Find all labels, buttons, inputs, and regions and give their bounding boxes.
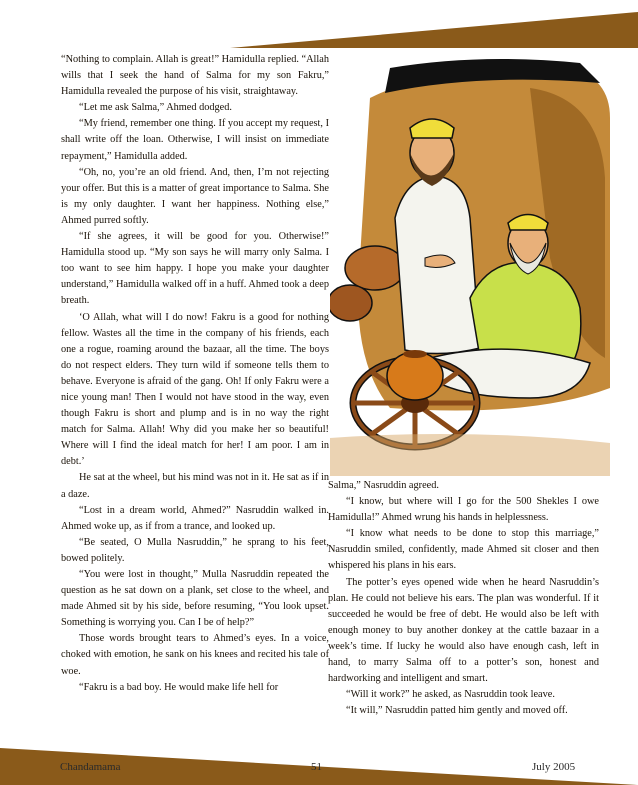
footer-issue-date: July 2005: [532, 761, 576, 773]
paragraph: “I know, but where will I go for the 500 Shekles I owe Hamidulla!” Ahmed wrung his hands in helplessness.: [328, 496, 599, 524]
paragraph: “You were lost in thought,” Mulla Nasruddin repeated the question as he sat down on a plank, set close to the wheel, and made Ahmed sit by his side, before resuming, “You look upset. Something is worrying you. Can I be of help?”: [61, 569, 329, 629]
paragraph: “Nothing to complain. Allah is great!” Hamidulla replied. “Allah wills that I seek the hand of Salma for my son Fakru,” Hamidulla revealed the purpose of his visit, straightaway.: [61, 54, 329, 98]
paragraph: “Let me ask Salma,” Ahmed dodged.: [79, 102, 232, 114]
paragraph: “Will it work?” he asked, as Nasruddin took leave.: [346, 689, 555, 701]
paragraph: “Oh, no, you’re an old friend. And, then, I’m not rejecting your offer. But this is a matter of great importance to Salma. She is my only daughter. I want her happiness. Nothing else,” Ahmed purred softly.: [61, 166, 329, 226]
paragraph: The potter’s eyes opened wide when he heard Nasruddin’s plan. He could not believe his ears. The plan was wonderful. If it succeeded he would be free of debt. He would also be left with enough money to buy another donkey at the cattle bazaar in a week’s time. If lucky he would also have enough cash, left in hand, to marry Salma off to a potter’s son, honest and hardworking and intelligent and smart.: [328, 576, 599, 685]
paragraph: Those words brought tears to Ahmed’s eyes. In a voice, choked with emotion, he sank on his knees and recited his tale of woe.: [61, 633, 329, 677]
paragraph: “If she agrees, it will be good for you. Otherwise!” Hamidulla stood up. “My son says he will marry only Salma. I too want to see him happy. I hope you make your daughter understand,” Hamidulla walked off in a huff. Ahmed took a deep breath.: [61, 231, 329, 307]
top-decorative-band: [0, 0, 638, 48]
paragraph: “It will,” Nasruddin patted him gently and moved off.: [346, 705, 568, 717]
right-text-column: [328, 478, 599, 719]
footer-magazine-name: Chandamama: [60, 761, 121, 773]
paragraph: ‘O Allah, what will I do now! Fakru is a good for nothing fellow. Wastes all the time in the company of his friends, each one a rogue, roaming around the bazaar, all the time. The boys do not respect elders. They turn wild if someone tells them to behave. Everyone is afraid of the gang. Oh! If only Fakru were a nice young man! Then I would not have stood in the way, even though Fakru is short and plump and is in no way the right match for Salma. Allah! Why did you make her so beautiful! Where will I find the ideal match for her! I am poor. I am in debt.’: [61, 311, 329, 468]
left-text-column: [61, 52, 329, 696]
paragraph: “My friend, remember one thing. If you accept my request, I shall write off the loan. Otherwise, I will insist on immediate repayment,” Hamidulla added.: [61, 118, 329, 162]
story-illustration: [330, 58, 610, 476]
paragraph: “Lost in a dream world, Ahmed?” Nasruddin walked in. Ahmed woke up, as if from a trance, and looked up.: [61, 504, 329, 532]
paragraph: Salma,” Nasruddin agreed.: [328, 480, 439, 491]
paragraph: He sat at the wheel, but his mind was not in it. He sat as if in a daze.: [61, 472, 329, 500]
footer-page-number: 51: [311, 761, 322, 773]
paragraph: “Fakru is a bad boy. He would make life hell for: [79, 681, 279, 693]
paragraph: “Be seated, O Mulla Nasruddin,” he sprang to his feet, bowed politely.: [61, 536, 329, 564]
paragraph: “I know what needs to be done to stop this marriage,” Nasruddin smiled, confidently, made Ahmed sit closer and then whispered his plans in his ears.: [328, 528, 599, 572]
